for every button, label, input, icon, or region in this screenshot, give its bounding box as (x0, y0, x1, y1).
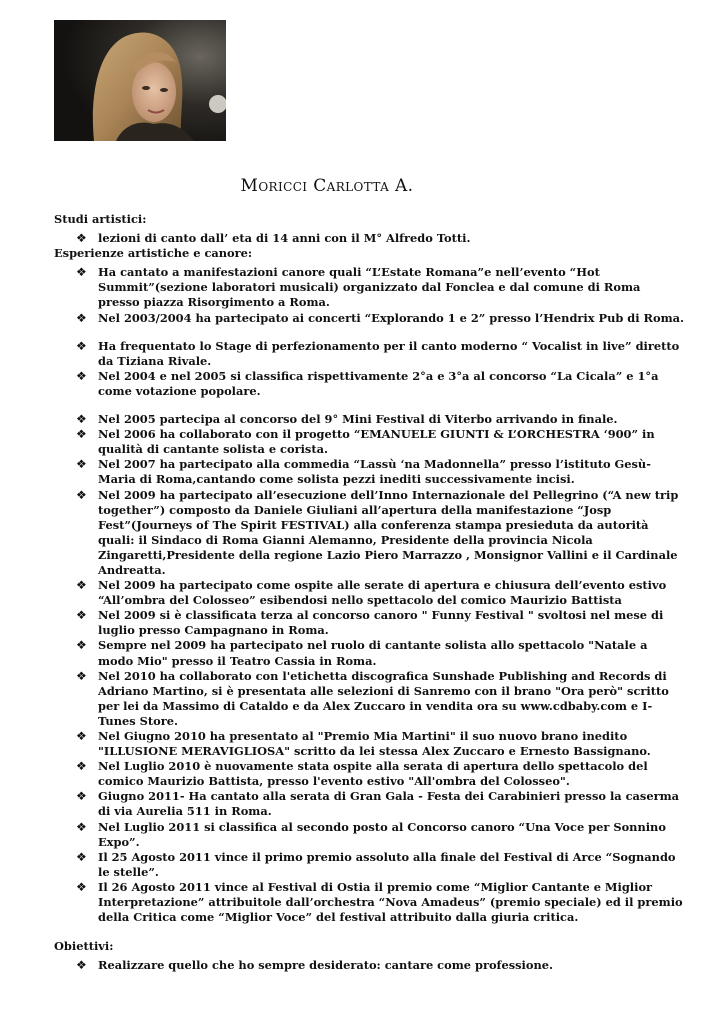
list-item: ❖ Nel 2003/2004 ha partecipato ai concerti “Explorando 1 e 2” presso l’Hendrix Pub di Roma. (76, 310, 685, 325)
diamond-bullet-icon: ❖ (76, 487, 87, 502)
list-item: ❖ Nel 2009 ha partecipato come ospite alle serate di apertura e chiusura dell’evento estivo “All’ombra del Colosseo” esibendosi nello spettacolo del comico Maurizio Battista (76, 578, 667, 608)
list-item: ❖ Il 26 Agosto 2011 vince al Festival di Ostia il premio come “Miglior Cantante e Miglior Interpretazione” attribuitole dall’orchestra “Nova Amadeus” (premio speciale) ed il premio della Critica come “Miglior Voce” del festival attribuito dalla giuria critica. (76, 879, 683, 925)
diamond-bullet-icon: ❖ (76, 819, 87, 834)
candidate-name (0, 176, 724, 196)
profile-photo (54, 20, 226, 141)
experience-list (54, 265, 684, 925)
diamond-bullet-icon: ❖ (76, 849, 87, 864)
diamond-bullet-icon: ❖ (76, 457, 87, 472)
list-item: ❖ Il 25 Agosto 2011 vince il primo premio assoluto alla finale del Festival di Arce “Sognando le stelle”. (76, 849, 676, 879)
list-item: ❖ Ha cantato a manifestazioni canore quali “L’Estate Romana”e nell’evento “Hot Summit”(sezione laboratori musicali) organizzato dal Fonclea e dal comune di Roma presso piazza Risorgimento a Roma. (76, 265, 641, 310)
list-item: ❖ Nel 2009 si è classificata terza al concorso canoro " Funny Festival " svoltosi nel mese di luglio presso Campagnano in Roma. (76, 608, 664, 638)
experience-heading: Esperienze artistiche e canore: (54, 246, 253, 261)
diamond-bullet-icon: ❖ (76, 759, 87, 774)
diamond-bullet-icon: ❖ (76, 879, 87, 894)
goals-heading: Obiettivi: (54, 939, 114, 954)
diamond-bullet-icon: ❖ (76, 231, 87, 246)
studies-list (54, 231, 684, 246)
list-item: ❖ Nel Giugno 2010 ha presentato al "Premio Mia Martini" il suo nuovo brano inedito "ILLUSIONE MERAVIGLIOSA" scritto da lei stessa Alex Zuccaro e Ernesto Bassignano. (76, 729, 651, 759)
list-item: ❖ Sempre nel 2009 ha partecipato nel ruolo di cantante solista allo spettacolo "Natale a modo Mio" presso il Teatro Cassia in Roma. (76, 638, 648, 668)
list-item: ❖ Giugno 2011- Ha cantato alla serata di Gran Gala - Festa dei Carabinieri presso la caserma di via Aurelia 511 in Roma. (76, 789, 680, 819)
diamond-bullet-icon: ❖ (76, 668, 87, 683)
list-item: ❖ Nel 2009 ha partecipato all’esecuzione dell’Inno Internazionale del Pellegrino (“A new trip together”) composto da Daniele Giuliani all’apertura della manifestazione “Josp Fest”(Journeys of The Spirit FESTIVAL) alla conferenza stampa presieduta da autorità quali: il Sindaco di Roma Gianni Alemanno, Presidente della provincia Nicola Zingaretti,Presidente della regione Lazio Piero Marrazzo , Monsignor Vallini e il Cardinale Andreatta. (76, 487, 679, 577)
list-item: ❖ Nel 2004 e nel 2005 si classifica rispettivamente 2°a e 3°a al concorso “La Cicala” e 1°a come votazione popolare. (76, 368, 659, 398)
list-item: ❖ Nel 2010 ha collaborato con l'etichetta discografica Sunshade Publishing and Records di Adriano Martino, si è presentata alle selezioni di Sanremo con il brano "Ora però" scritto per lei da Massimo di Cataldo e da Alex Zuccaro in vendita ora su www.cdbaby.com e I-Tunes Store. (76, 668, 669, 728)
list-item: ❖ Realizzare quello che ho sempre desiderato: cantare come professione. (76, 958, 553, 973)
list-item: ❖ Nel 2007 ha partecipato alla commedia “Lassù ‘na Madonnella” presso l’istituto Gesù-Maria di Roma,cantando come solista pezzi inediti successivamente incisi. (76, 457, 651, 487)
list-item: ❖ Nel 2005 partecipa al concorso del 9° Mini Festival di Viterbo arrivando in finale. (76, 412, 618, 427)
diamond-bullet-icon: ❖ (76, 338, 87, 353)
diamond-bullet-icon: ❖ (76, 265, 87, 280)
cv-body (54, 212, 684, 973)
list-item: ❖ lezioni di canto dall’ eta di 14 anni con il M° Alfredo Totti. (76, 231, 471, 246)
list-item: ❖ Nel Luglio 2011 si classifica al secondo posto al Concorso canoro “Una Voce per Sonnino Expo”. (76, 819, 666, 849)
diamond-bullet-icon: ❖ (76, 368, 87, 383)
goals-list (54, 958, 684, 973)
diamond-bullet-icon: ❖ (76, 412, 87, 427)
diamond-bullet-icon: ❖ (76, 729, 87, 743)
diamond-bullet-icon: ❖ (76, 578, 87, 593)
diamond-bullet-icon: ❖ (76, 789, 87, 804)
candidate-name-text: Moricci Carlotta A. (240, 176, 414, 196)
diamond-bullet-icon: ❖ (76, 427, 87, 442)
portrait-photo (54, 20, 226, 141)
studies-heading: Studi artistici: (54, 212, 147, 226)
diamond-bullet-icon: ❖ (76, 638, 87, 653)
diamond-bullet-icon: ❖ (76, 958, 87, 973)
diamond-bullet-icon: ❖ (76, 608, 87, 623)
list-item: ❖ Ha frequentato lo Stage di perfezionamento per il canto moderno “ Vocalist in live” diretto da Tiziana Rivale. (76, 338, 680, 368)
diamond-bullet-icon: ❖ (76, 310, 87, 325)
list-item: ❖ Nel Luglio 2010 è nuovamente stata ospite alla serata di apertura dello spettacolo del comico Maurizio Battista, presso l'evento estivo "All'ombra del Colosseo". (76, 759, 648, 789)
list-item: ❖ Nel 2006 ha collaborato con il progetto “EMANUELE GIUNTI & L’ORCHESTRA ‘900” in qualità di cantante solista e corista. (76, 427, 655, 457)
